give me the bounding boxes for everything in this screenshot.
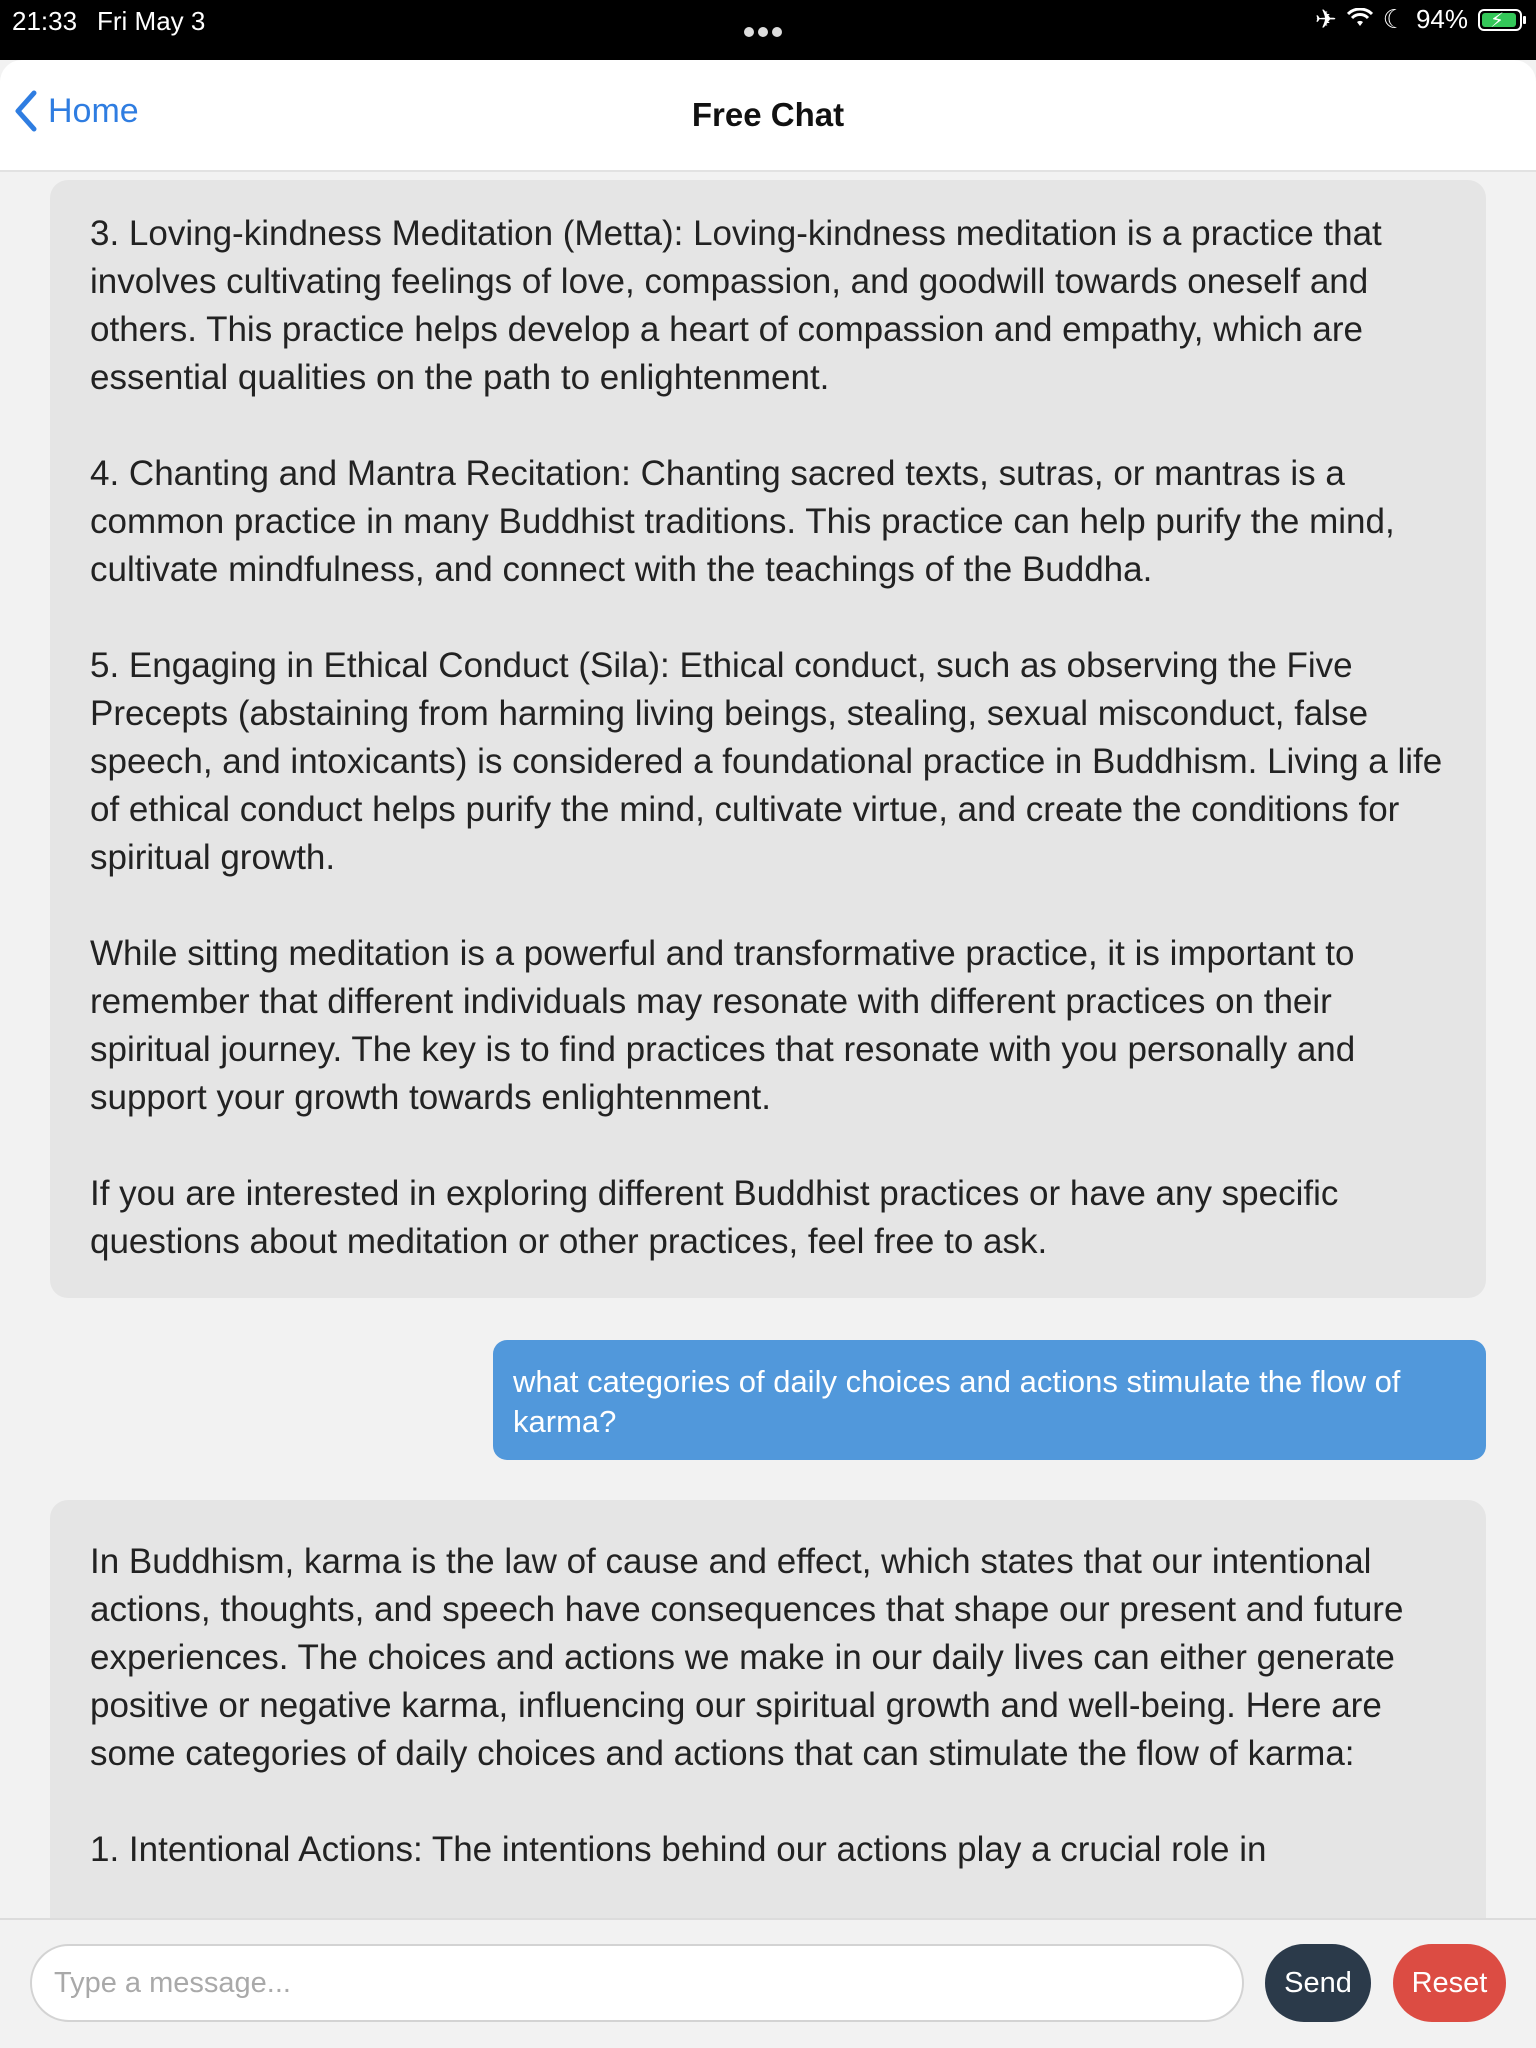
assistant-message [50,1500,1486,1918]
message-input[interactable] [30,1944,1244,2022]
assistant-message [50,180,1486,1298]
message-paragraph: While sitting meditation is a powerful and transformative practice, it is important to remember that different individuals may resonate with different practices on their spiritual journey. The key is to find practices that resonate with you personally and support your growth towards enlightenment. [90,934,1356,1117]
wifi-icon [1347,4,1373,35]
status-icons [1315,4,1522,35]
battery-percent: 94% [1415,4,1468,34]
message-paragraph: If you are interested in exploring different Buddhist practices or have any specific questions about meditation or other practices, feel free to ask. [90,1174,1339,1261]
back-label: Home [48,91,139,130]
battery-charging-icon: ⚡ [1478,9,1522,31]
status-date: Fri May 3 [97,6,206,36]
multitasking-dots-icon[interactable] [744,13,794,27]
moon-icon: ☾ [1382,4,1406,34]
message-paragraph: In Buddhism, karma is the law of cause and effect, which states that our intentional actions, thoughts, and speech have consequences that shape our present and future experiences. The choices and actions we make in our daily lives can either generate positive or negative karma, influencing our spiritual growth and well-being. Here are some categories of daily choices and actions that can stimulate the flow of karma: [90,1542,1404,1773]
send-button[interactable]: Send [1265,1944,1371,2022]
status-bar [0,0,1536,60]
chat-scroll-area[interactable] [0,172,1536,1918]
composer-bar [0,1918,1536,2048]
message-paragraph: 5. Engaging in Ethical Conduct (Sila): Ethical conduct, such as observing the Five Precepts (abstaining from harming living beings, stealing, sexual misconduct, false speech, and intoxicants) is considered a foundational practice in Buddhism. Living a life of ethical conduct helps purify the mind, cultivate virtue, and create the conditions for spiritual growth. [90,646,1443,877]
status-time: 21:33 [12,6,78,36]
airplane-icon: ✈ [1314,4,1337,34]
message-paragraph: 1. Intentional Actions: The intentions behind our actions play a crucial role in [90,1830,1267,1869]
message-paragraph: 3. Loving-kindness Meditation (Metta): Loving-kindness meditation is a practice that involves cultivating feelings of love, compassion, and goodwill towards oneself and others. This practice helps develop a heart of compassion and empathy, which are essential qualities on the path to enlightenment. [90,214,1382,397]
message-paragraph: 4. Chanting and Mantra Recitation: Chanting sacred texts, sutras, or mantras is a common practice in many Buddhist traditions. This practice can help purify the mind, cultivate mindfulness, and connect with the teachings of the Buddha. [90,454,1395,589]
user-message: what categories of daily choices and actions stimulate the flow of karma? [493,1340,1486,1460]
page-title: Free Chat [691,96,845,133]
reset-button[interactable]: Reset [1393,1944,1506,2022]
nav-header [0,60,1536,172]
